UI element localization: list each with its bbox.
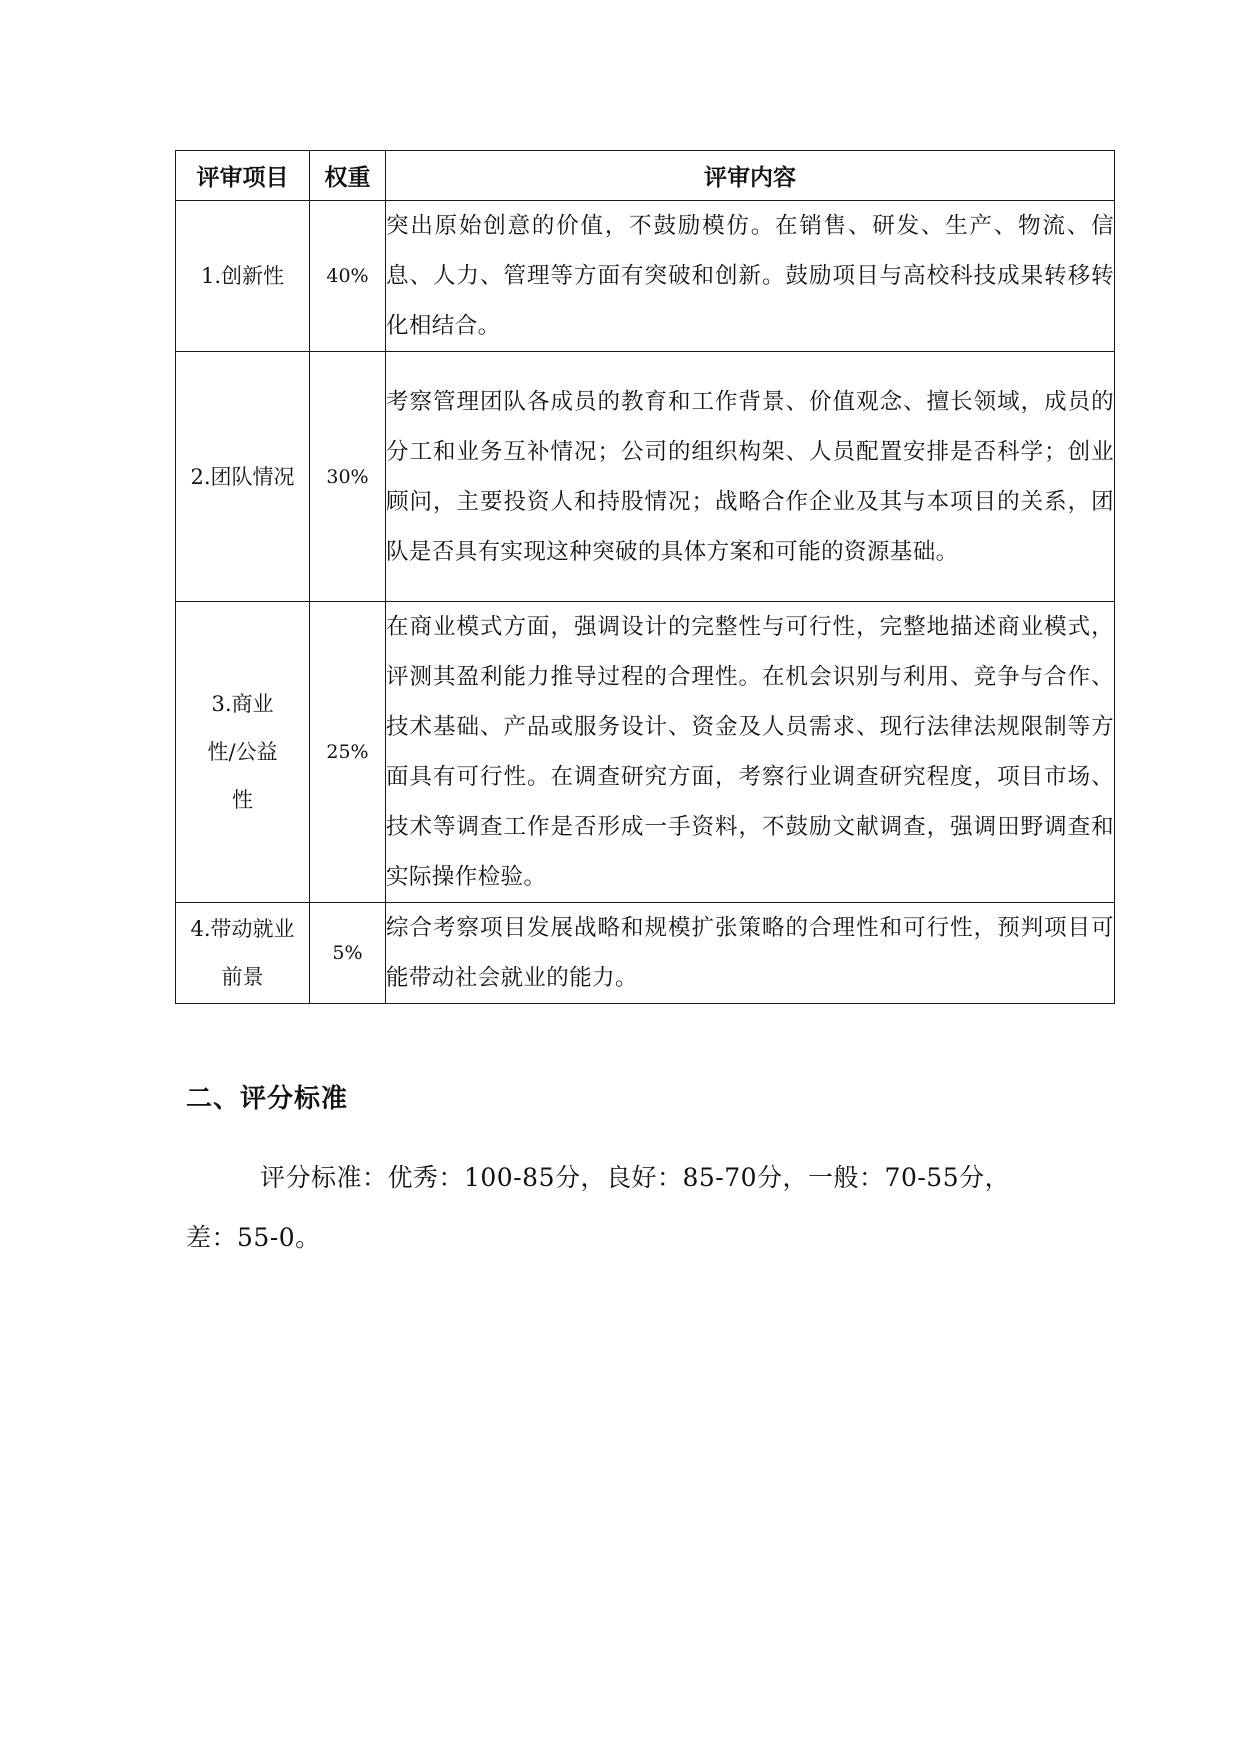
review-criteria-table — [175, 150, 1115, 1004]
section-title-scoring-standard: 二、评分标准 — [186, 1084, 349, 1114]
row-item: 4.带动就业前景 — [176, 903, 310, 1004]
row-weight: 30% — [310, 352, 386, 602]
header-weight: 权重 — [310, 151, 386, 201]
header-content: 评审内容 — [386, 151, 1115, 201]
row-content: 在商业模式方面，强调设计的完整性与可行性，完整地描述商业模式，评测其盈利能力推导过程的合理性。在机会识别与利用、竞争与合作、技术基础、产品或服务设计、资金及人员需求、现行法律法规限制等方面具有可行性。在调查研究方面，考察行业调查研究程度，项目市场、技术等调查工作是否形成一手资料，不鼓励文献调查，强调田野调查和实际操作检验。 — [386, 602, 1115, 903]
table-row — [176, 602, 1115, 903]
row-item: 1.创新性 — [176, 201, 310, 352]
row-item: 2.团队情况 — [176, 352, 310, 602]
table-row — [176, 201, 1115, 352]
row-content: 突出原始创意的价值，不鼓励模仿。在销售、研发、生产、物流、信息、人力、管理等方面有突破和创新。鼓励项目与高校科技成果转移转化相结合。 — [386, 201, 1115, 352]
row-weight: 25% — [310, 602, 386, 903]
row-weight: 40% — [310, 201, 386, 352]
table-row — [176, 903, 1115, 1004]
table-header-row — [176, 151, 1115, 201]
header-item: 评审项目 — [176, 151, 310, 201]
row-content: 综合考察项目发展战略和规模扩张策略的合理性和可行性，预判项目可能带动社会就业的能力。 — [386, 903, 1115, 1004]
row-weight: 5% — [310, 903, 386, 1004]
scoring-standard-text: 评分标准：优秀：100-85分，良好：85-70分，一般：70-55分，差：55-0。 — [186, 1163, 1011, 1252]
row-item: 3.商业性/公益性 — [176, 602, 310, 903]
row-content: 考察管理团队各成员的教育和工作背景、价值观念、擅长领域，成员的分工和业务互补情况；公司的组织构架、人员配置安排是否科学；创业顾问，主要投资人和持股情况；战略合作企业及其与本项目的关系，团队是否具有实现这种突破的具体方案和可能的资源基础。 — [386, 352, 1115, 602]
table-row — [176, 352, 1115, 602]
